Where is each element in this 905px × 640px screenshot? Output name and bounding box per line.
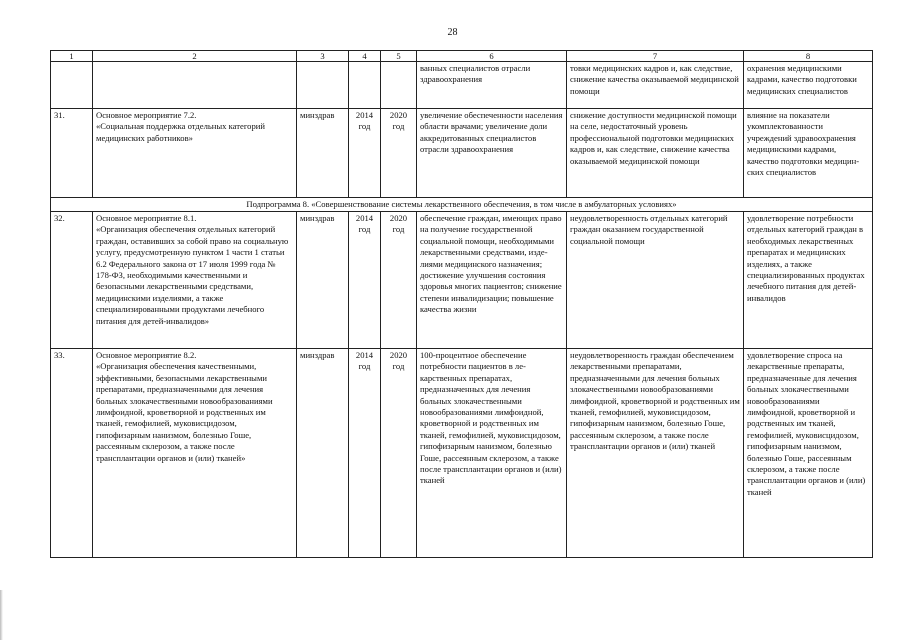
column-header: 2: [93, 51, 297, 62]
column-header: 3: [297, 51, 349, 62]
cell-number: 33.: [51, 349, 93, 558]
cell-empty: [93, 62, 297, 109]
cell-result: 100-процентное обеспечение потребности пациентов в лекарственных препаратах, предназначенных для лечения больных злокачественными новообразованиями лимфоидной, кроветворной и родственных им тканей, гемофилией, муковисцидозом, гипофизарным нанизмом, болезнью Гоше, рассеянным склерозом, а также после трансплантации органов и (или) тканей: [417, 349, 567, 558]
cell-empty: [349, 62, 381, 109]
cell-number: 32.: [51, 212, 93, 349]
cell-empty: [297, 62, 349, 109]
measures-table: [50, 50, 873, 558]
cell-indicators: удовлетворение потребности отдельных категорий граждан в необходимых лекарственных препаратах и медицинских изделиях, а также специализированных продуктах лечебного питания для детей-инвалидов: [744, 212, 873, 349]
subprogram-title: Подпрограмма 8. «Совершенствование системы лекарственного обеспечения, в том числе в амбулаторных условиях»: [51, 198, 873, 212]
cell-indicators: удовлетворение спроса на лекарственные препараты, предназначенные для лечения больных злокачественными новообразованиями лимфоидной, кроветворной и родственных им тканей, гемофилией, муковисцидозом, гипофизарным нанизмом, болезнью Гоше, рассеянным склерозом, а также после трансплантации органов и (или) тканей: [744, 349, 873, 558]
cell-executor: минздрав: [297, 109, 349, 198]
cell-end-year: 2020 год: [381, 109, 417, 198]
cell-indicators: охранения медицинскими кадрами, качество подготовки медицинских специалистов: [744, 62, 873, 109]
cell-executor: минздрав: [297, 349, 349, 558]
cell-consequences: неудовлетворенность отдельных категорий граждан оказанием государственной социальной помощи: [567, 212, 744, 349]
cell-start-year: 2014 год: [349, 109, 381, 198]
cell-empty: [381, 62, 417, 109]
cell-consequences: снижение доступности медицинской помощи на селе, недостаточный уровень профессиональной подготовки медицинских кадров и, как следствие, снижение качества оказываемой медицинской помощи: [567, 109, 744, 198]
column-header: 6: [417, 51, 567, 62]
column-header: 4: [349, 51, 381, 62]
cell-executor: минздрав: [297, 212, 349, 349]
table-row-33: [51, 349, 873, 558]
cell-end-year: 2020 год: [381, 212, 417, 349]
column-header: 8: [744, 51, 873, 62]
cell-measure-name: Основное мероприятие 8.2. «Организация обеспечения качественными, эффективными, безопасными лекарственными препаратами, предназначенными для лечения больных злокачественными новообразованиями лимфоидной, кроветворной и родственных им тканей, гемофилией, муковисцидозом, гипофизарным нанизмом, болезнью Гоше, рассеянным склерозом, а также после трансплантации органов и (или) тканей»: [93, 349, 297, 558]
cell-measure-name: Основное мероприятие 7.2. «Социальная поддержка отдельных категорий медицинских работников»: [93, 109, 297, 198]
column-header: 1: [51, 51, 93, 62]
cell-measure-name: Основное мероприятие 8.1. «Организация обеспечения отдельных категорий граждан, оставивших за собой право на социальную услугу, предусмотренную пунктом 1 части 1 статьи 6.2 Федерального закона от 17 июля 1999 года № 178-ФЗ, необходимыми качественными и безопасными лекарственными средствами, медицинскими изделиями, а также специализированными продуктами лечебного питания для детей-инвалидов»: [93, 212, 297, 349]
column-header: 5: [381, 51, 417, 62]
cell-consequences: неудовлетворенность граждан обеспечением лекарственными препаратами, предназначенными для лечения больных злокачественными новообразованиями лимфоидной, кроветворной и родственных им тканей, гемофилией, муковисцидозом, гипофизарным нанизмом, болезнью Гоше, рассеянным склерозом, а также после трансплантации органов и (или) тканей: [567, 349, 744, 558]
scan-edge-shadow: [0, 590, 3, 640]
cell-end-year: 2020 год: [381, 349, 417, 558]
page-number: 28: [447, 27, 458, 38]
cell-result: обеспечение граждан, имеющих право на получение государственной социальной помощи, необходимыми лекарственными средствами, изделиями медицинского назначения; достижение улучшения состояния здоровья многих пациентов; снижение степени инвалидизации; повышение качества жизни: [417, 212, 567, 349]
column-number-row: [51, 51, 873, 62]
cell-consequences: товки медицинских кадров и, как следствие, снижение качества оказываемой медицинской помощи: [567, 62, 744, 109]
cell-result: увеличение обеспеченности населения области врачами; увеличение доли аккредитованных специалистов отрасли здравоохранения: [417, 109, 567, 198]
cell-number: 31.: [51, 109, 93, 198]
table-row-continuation: [51, 62, 873, 109]
cell-indicators: влияние на показатели укомплектованности учреждений здравоохранения медицинскими кадрами, качество подготовки медицинских специалистов: [744, 109, 873, 198]
table-row-31: [51, 109, 873, 198]
cell-start-year: 2014 год: [349, 212, 381, 349]
cell-start-year: 2014 год: [349, 349, 381, 558]
table-row-32: [51, 212, 873, 349]
column-header: 7: [567, 51, 744, 62]
subprogram-row: [51, 198, 873, 212]
cell-result: ванных специалистов отрасли здравоохранения: [417, 62, 567, 109]
cell-empty: [51, 62, 93, 109]
